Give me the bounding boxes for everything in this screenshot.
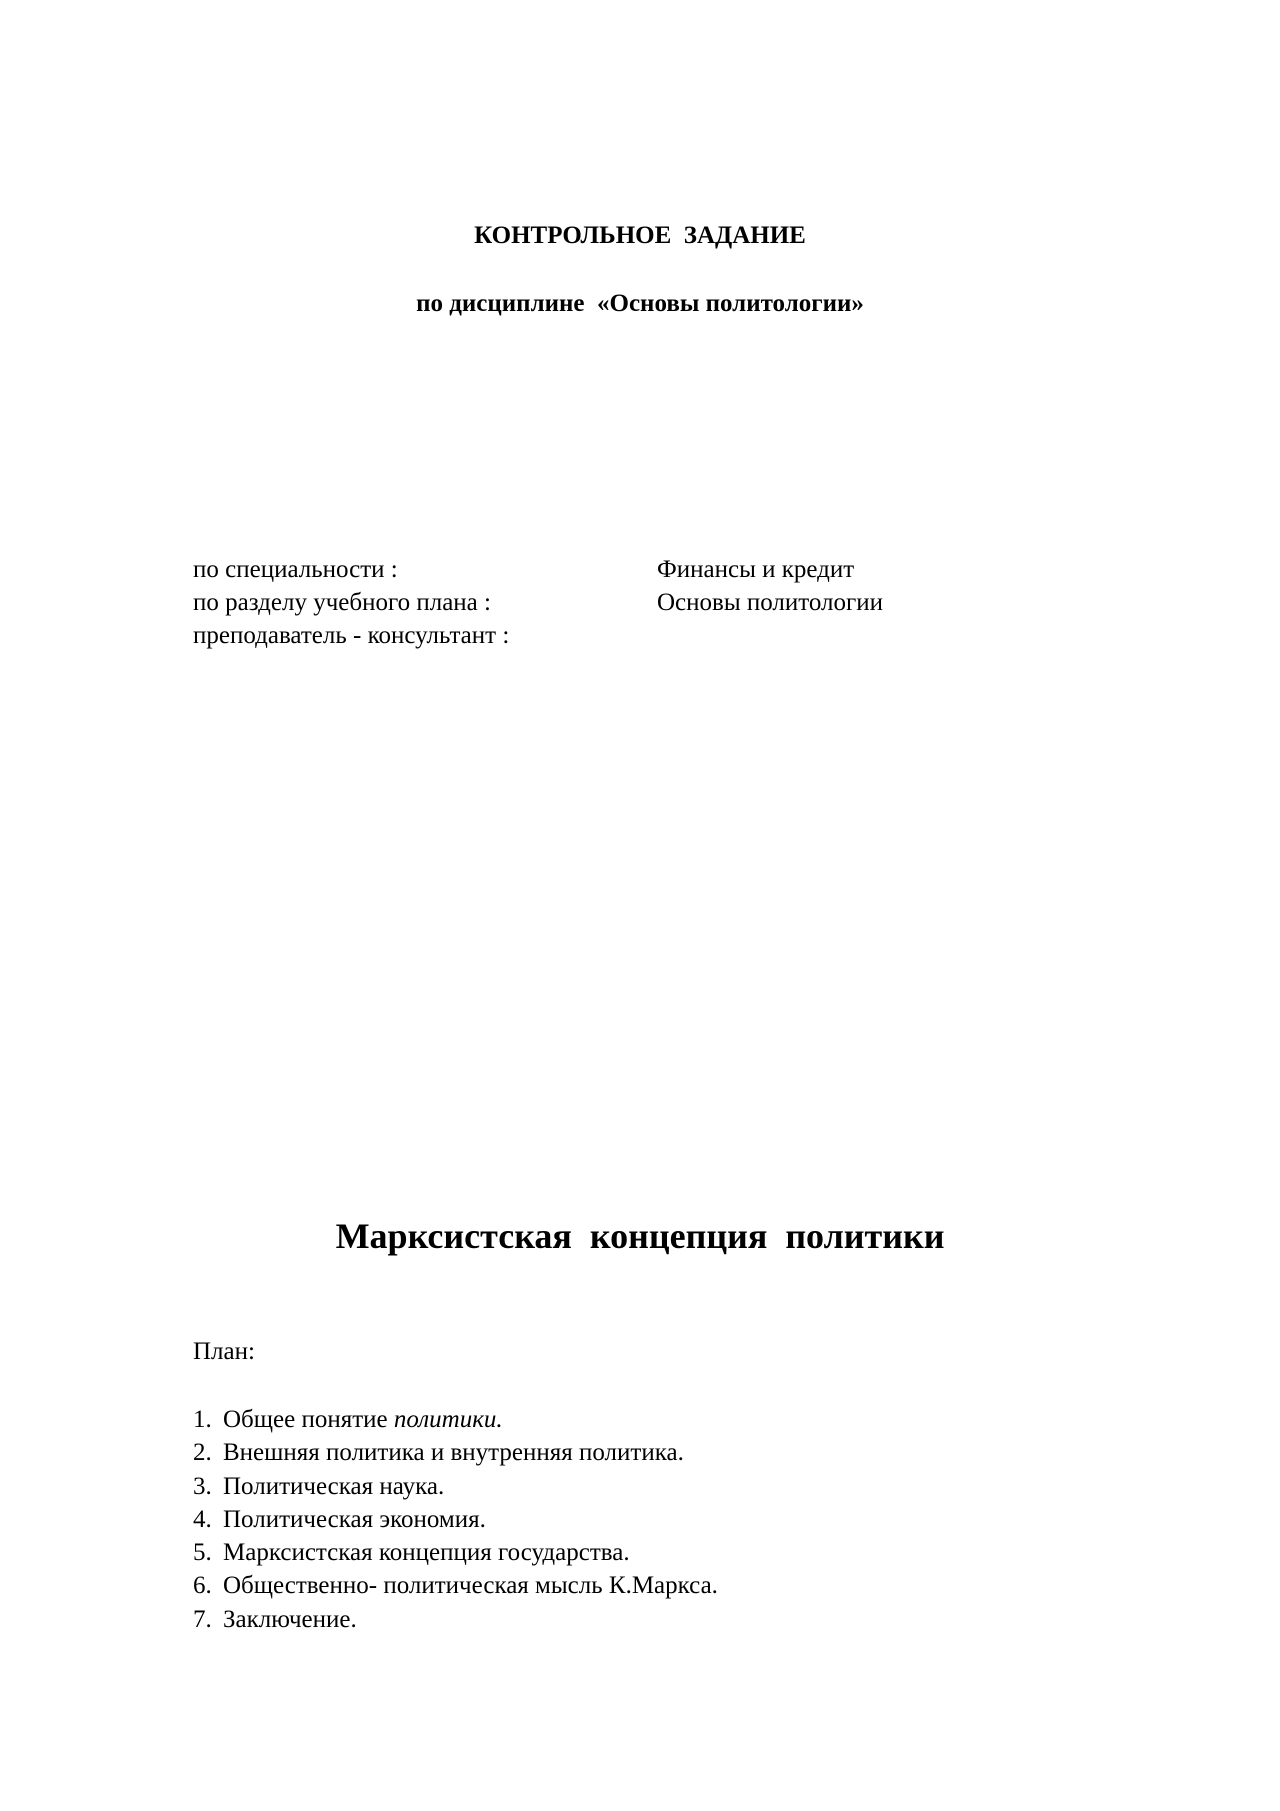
info-block <box>193 553 1093 652</box>
list-item <box>193 1569 1093 1602</box>
info-label: преподаватель - консультант : <box>193 622 510 649</box>
list-item-emphasis: политики. <box>393 1406 503 1433</box>
info-row-specialty <box>193 553 1093 586</box>
list-item-number: 1. <box>193 1406 212 1433</box>
list-item-text: Общественно- политическая мысль К.Маркса. <box>223 1572 718 1600</box>
list-item-text: Общее понятие <box>223 1406 394 1433</box>
list-item <box>193 1536 1093 1569</box>
document-title: КОНТРОЛЬНОЕ ЗАДАНИЕ <box>474 222 806 249</box>
list-item-number: 6. <box>193 1572 212 1600</box>
list-item-text: Внешняя политика и внутренняя политика. <box>223 1439 684 1467</box>
list-item-text: Марксистская концепция государства. <box>223 1539 630 1567</box>
list-item-number: 5. <box>193 1539 212 1567</box>
list-item <box>193 1503 1093 1536</box>
list-item-text: Политическая экономия. <box>223 1505 486 1533</box>
list-item-text: Политическая наука. <box>223 1472 445 1500</box>
info-label: по специальности : <box>193 556 398 583</box>
info-row-section <box>193 586 1093 619</box>
info-value: Основы политологии <box>657 589 884 616</box>
list-item-number: 4. <box>193 1505 212 1533</box>
list-item-number: 7. <box>193 1605 212 1633</box>
list-item <box>193 1403 1093 1436</box>
info-value: Финансы и кредит <box>657 556 855 583</box>
list-item-text: Заключение. <box>223 1605 357 1633</box>
document-subtitle: по дисциплине «Основы политологии» <box>416 290 864 317</box>
list-item-number: 2. <box>193 1439 212 1467</box>
info-row-consultant <box>193 619 1093 652</box>
plan-label: План: <box>193 1338 255 1365</box>
topic-title: Марксистская концепция политики <box>335 1216 945 1256</box>
info-label: по разделу учебного плана : <box>193 589 491 616</box>
plan-list <box>193 1403 1093 1636</box>
list-item <box>193 1436 1093 1469</box>
list-item <box>193 1470 1093 1503</box>
list-item <box>193 1603 1093 1636</box>
list-item-number: 3. <box>193 1472 212 1500</box>
info-value <box>657 619 1093 652</box>
